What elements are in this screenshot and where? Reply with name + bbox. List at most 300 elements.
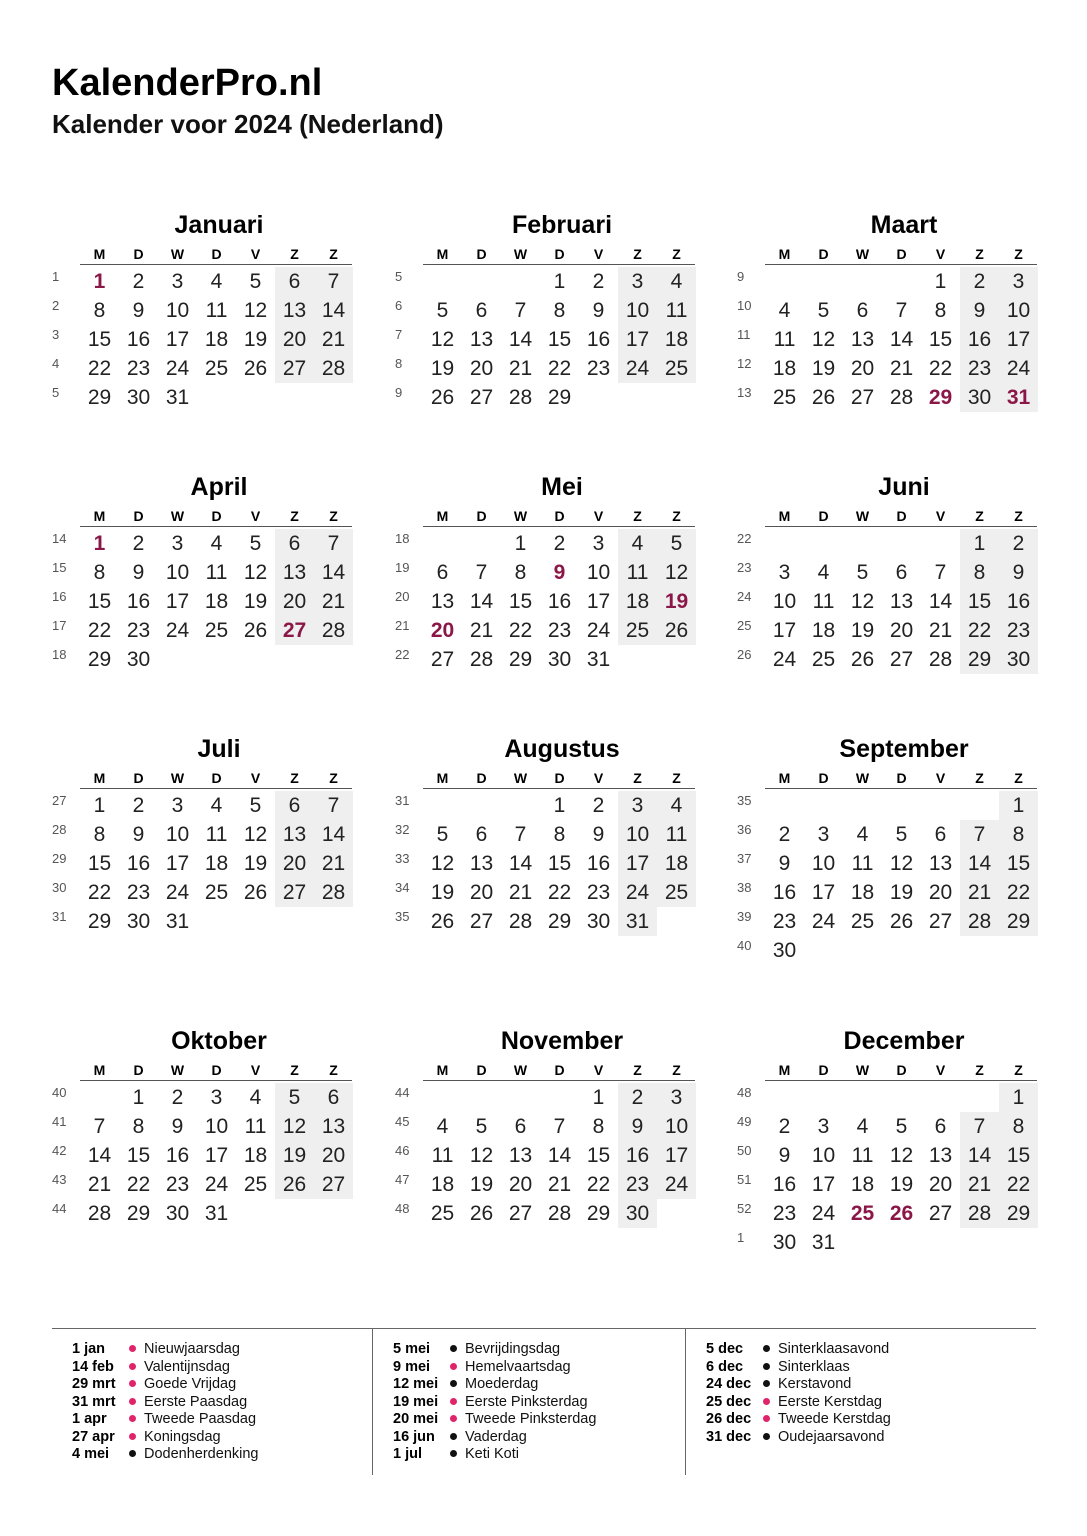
weekday-label: W bbox=[855, 770, 870, 786]
day-cell: 22 bbox=[547, 881, 572, 904]
weekday-label: W bbox=[855, 508, 870, 524]
weekday-label: D bbox=[818, 246, 829, 262]
day-cell: 14 bbox=[314, 558, 353, 587]
week-number: 2 bbox=[52, 298, 60, 313]
day-cell: 21 bbox=[960, 1170, 999, 1199]
weekday-label: M bbox=[436, 1062, 449, 1078]
day-cell: 15 bbox=[999, 849, 1038, 878]
legend-item bbox=[373, 1375, 673, 1393]
weekday-label: M bbox=[778, 246, 791, 262]
day-cell: 22 bbox=[547, 357, 572, 380]
day-cell: 18 bbox=[618, 587, 657, 616]
day-cell: 15 bbox=[999, 1141, 1038, 1170]
day-cell: 20 bbox=[889, 619, 914, 642]
legend-item bbox=[686, 1358, 986, 1376]
day-cell: 28 bbox=[87, 1202, 112, 1225]
day-cell: 30 bbox=[547, 648, 572, 671]
day-cell: 20 bbox=[928, 1173, 953, 1196]
day-cell: 14 bbox=[314, 296, 353, 325]
week-number: 40 bbox=[737, 938, 752, 953]
weekday-label: D bbox=[554, 508, 565, 524]
day-cell: 26 bbox=[243, 357, 268, 380]
day-cell: 30 bbox=[960, 383, 999, 412]
day-cell: 24 bbox=[165, 357, 190, 380]
week-number: 1 bbox=[737, 1230, 745, 1245]
day-cell: 28 bbox=[547, 1202, 572, 1225]
day-cell: 17 bbox=[618, 325, 657, 354]
week-number: 37 bbox=[737, 851, 752, 866]
day-cell: 27 bbox=[469, 386, 494, 409]
day-cell: 20 bbox=[928, 881, 953, 904]
day-cell: 1 bbox=[93, 270, 106, 293]
day-cell: 22 bbox=[508, 619, 533, 642]
day-cell: 17 bbox=[999, 325, 1038, 354]
day-cell: 28 bbox=[469, 648, 494, 671]
month-mei bbox=[395, 472, 695, 674]
weekday-label: D bbox=[896, 246, 907, 262]
day-cell: 13 bbox=[275, 558, 314, 587]
day-cell: 1 bbox=[999, 791, 1038, 820]
month-name: November bbox=[500, 1027, 624, 1055]
day-cell: 7 bbox=[314, 529, 353, 558]
day-cell: 3 bbox=[999, 267, 1038, 296]
day-cell: 10 bbox=[165, 561, 190, 584]
day-cell: 10 bbox=[999, 296, 1038, 325]
day-cell: 18 bbox=[204, 852, 229, 875]
weekday-label: Z bbox=[1014, 1062, 1023, 1078]
day-cell: 3 bbox=[171, 270, 184, 293]
day-cell: 29 bbox=[508, 648, 533, 671]
legend-item bbox=[52, 1375, 352, 1393]
legend-name: Nieuwjaarsdag bbox=[144, 1341, 240, 1357]
day-cell: 17 bbox=[165, 590, 190, 613]
weekday-label: Z bbox=[975, 770, 984, 786]
day-cell: 5 bbox=[436, 299, 449, 322]
legend-date: 14 feb bbox=[72, 1358, 114, 1375]
day-cell: 20 bbox=[508, 1173, 533, 1196]
week-number: 21 bbox=[395, 618, 410, 633]
day-cell: 25 bbox=[850, 910, 875, 933]
legend-name: Tweede Paasdag bbox=[144, 1411, 257, 1427]
day-cell: 4 bbox=[210, 270, 223, 293]
day-cell: 30 bbox=[999, 645, 1038, 674]
weekday-label: Z bbox=[672, 770, 681, 786]
day-cell: 30 bbox=[126, 648, 151, 671]
day-cell: 26 bbox=[243, 619, 268, 642]
bullet-icon bbox=[450, 1345, 457, 1352]
day-cell: 11 bbox=[618, 558, 657, 587]
bullet-icon bbox=[129, 1363, 136, 1370]
day-cell: 30 bbox=[586, 910, 611, 933]
day-cell: 13 bbox=[314, 1112, 353, 1141]
day-cell: 28 bbox=[960, 1199, 999, 1228]
day-cell: 5 bbox=[657, 529, 696, 558]
week-number: 49 bbox=[737, 1114, 752, 1129]
weekday-header bbox=[423, 506, 695, 527]
day-cell: 5 bbox=[249, 794, 262, 817]
week-number: 43 bbox=[52, 1172, 67, 1187]
weekday-header bbox=[423, 244, 695, 265]
weekday-label: M bbox=[436, 770, 449, 786]
day-cell: 17 bbox=[657, 1141, 696, 1170]
legend-name: Sinterklaas bbox=[778, 1358, 850, 1375]
day-cell: 20 bbox=[275, 325, 314, 354]
week-number: 52 bbox=[737, 1201, 752, 1216]
bullet-icon bbox=[129, 1415, 136, 1422]
day-cell: 12 bbox=[850, 590, 875, 613]
week-number: 16 bbox=[52, 589, 67, 604]
legend-item bbox=[373, 1428, 673, 1446]
day-cell: 13 bbox=[889, 590, 914, 613]
day-cell: 27 bbox=[928, 910, 953, 933]
day-cell: 26 bbox=[889, 910, 914, 933]
day-cell: 29 bbox=[960, 645, 999, 674]
week-number: 34 bbox=[395, 880, 410, 895]
weekday-label: D bbox=[554, 1062, 565, 1078]
legend-item bbox=[686, 1410, 986, 1428]
day-cell: 24 bbox=[165, 881, 190, 904]
legend-column bbox=[372, 1329, 673, 1475]
weekday-label: Z bbox=[672, 246, 681, 262]
weekday-label: Z bbox=[672, 1062, 681, 1078]
weekday-label: Z bbox=[975, 508, 984, 524]
month-name: April bbox=[190, 473, 248, 501]
day-cell: 31 bbox=[999, 383, 1038, 412]
weekday-label: W bbox=[513, 246, 528, 262]
day-cell: 23 bbox=[126, 619, 151, 642]
week-number: 31 bbox=[52, 909, 67, 924]
day-cell: 8 bbox=[960, 558, 999, 587]
day-cell: 11 bbox=[851, 1144, 874, 1167]
day-cell: 8 bbox=[592, 1115, 605, 1138]
weekday-label: V bbox=[935, 246, 946, 262]
day-cell: 27 bbox=[430, 648, 455, 671]
weekday-label: W bbox=[513, 770, 528, 786]
day-cell: 30 bbox=[772, 939, 797, 962]
week-number: 22 bbox=[395, 647, 410, 662]
month-name: Januari bbox=[174, 211, 264, 239]
month-augustus bbox=[395, 734, 695, 936]
day-cell: 14 bbox=[960, 1141, 999, 1170]
weekday-label: D bbox=[896, 508, 907, 524]
day-cell: 15 bbox=[586, 1144, 611, 1167]
week-number: 5 bbox=[52, 385, 60, 400]
day-cell: 28 bbox=[508, 910, 533, 933]
day-cell: 3 bbox=[778, 561, 791, 584]
day-cell: 18 bbox=[204, 590, 229, 613]
day-cell: 16 bbox=[165, 1144, 190, 1167]
day-cell: 4 bbox=[817, 561, 830, 584]
day-cell: 23 bbox=[960, 354, 999, 383]
day-cell: 9 bbox=[618, 1112, 657, 1141]
month-name: December bbox=[843, 1027, 965, 1055]
week-number: 14 bbox=[52, 531, 67, 546]
day-cell: 31 bbox=[204, 1202, 229, 1225]
day-cell: 25 bbox=[657, 878, 696, 907]
day-cell: 21 bbox=[314, 587, 353, 616]
legend-item bbox=[52, 1445, 352, 1463]
legend-date: 25 dec bbox=[706, 1393, 752, 1410]
day-cell: 19 bbox=[889, 881, 914, 904]
day-cell: 13 bbox=[469, 328, 494, 351]
day-cell: 7 bbox=[514, 299, 527, 322]
day-cell: 11 bbox=[657, 820, 696, 849]
day-cell: 17 bbox=[165, 852, 190, 875]
legend-item bbox=[686, 1428, 986, 1446]
day-cell: 18 bbox=[657, 849, 696, 878]
bullet-icon bbox=[129, 1345, 136, 1352]
legend-date: 5 mei bbox=[393, 1341, 431, 1357]
day-cell: 28 bbox=[314, 616, 353, 645]
weekday-header bbox=[80, 1060, 352, 1081]
day-cell: 29 bbox=[999, 907, 1038, 936]
day-cell: 9 bbox=[999, 558, 1038, 587]
week-number: 18 bbox=[52, 647, 67, 662]
day-cell: 12 bbox=[243, 561, 268, 584]
legend-column bbox=[52, 1329, 352, 1475]
day-cell: 6 bbox=[275, 267, 314, 296]
weekday-header bbox=[765, 1060, 1037, 1081]
day-cell: 8 bbox=[132, 1115, 145, 1138]
day-cell: 14 bbox=[314, 820, 353, 849]
day-cell: 10 bbox=[618, 820, 657, 849]
month-september bbox=[737, 734, 1037, 965]
day-cell: 5 bbox=[817, 299, 830, 322]
legend-name: Moederdag bbox=[465, 1376, 539, 1392]
bullet-icon bbox=[763, 1345, 770, 1352]
weekday-label: D bbox=[133, 770, 144, 786]
day-cell: 2 bbox=[592, 794, 605, 817]
day-cell: 24 bbox=[657, 1170, 696, 1199]
day-cell: 2 bbox=[132, 794, 145, 817]
day-cell: 25 bbox=[204, 881, 229, 904]
weekday-label: Z bbox=[633, 246, 642, 262]
day-cell: 15 bbox=[126, 1144, 151, 1167]
day-cell: 26 bbox=[469, 1202, 494, 1225]
day-cell: 25 bbox=[430, 1202, 455, 1225]
day-cell: 9 bbox=[132, 823, 145, 846]
day-cell: 20 bbox=[275, 587, 314, 616]
day-cell: 29 bbox=[126, 1202, 151, 1225]
week-number: 17 bbox=[52, 618, 67, 633]
weekday-label: Z bbox=[290, 246, 299, 262]
day-cell: 17 bbox=[165, 328, 190, 351]
day-cell: 18 bbox=[243, 1144, 268, 1167]
month-april bbox=[52, 472, 352, 674]
day-cell: 28 bbox=[889, 386, 914, 409]
day-cell: 4 bbox=[657, 791, 696, 820]
day-cell: 15 bbox=[960, 587, 999, 616]
legend-date: 31 dec bbox=[706, 1428, 752, 1445]
day-cell: 8 bbox=[93, 561, 106, 584]
weekday-label: V bbox=[593, 770, 604, 786]
day-cell: 1 bbox=[132, 1086, 145, 1109]
day-cell: 4 bbox=[618, 529, 657, 558]
day-cell: 4 bbox=[778, 299, 791, 322]
day-cell: 4 bbox=[856, 1115, 869, 1138]
day-cell: 14 bbox=[469, 590, 494, 613]
day-cell: 22 bbox=[87, 881, 112, 904]
weekday-label: W bbox=[170, 508, 185, 524]
legend-date: 26 dec bbox=[706, 1411, 752, 1427]
month-oktober bbox=[52, 1026, 352, 1228]
day-cell: 16 bbox=[772, 881, 797, 904]
legend-name: Vaderdag bbox=[465, 1428, 527, 1445]
weekday-label: Z bbox=[672, 508, 681, 524]
bullet-icon bbox=[129, 1398, 136, 1405]
day-cell: 2 bbox=[778, 1115, 791, 1138]
day-cell: 31 bbox=[165, 386, 190, 409]
weekday-label: D bbox=[211, 770, 222, 786]
week-number: 5 bbox=[395, 269, 403, 284]
day-cell: 29 bbox=[547, 910, 572, 933]
day-cell: 22 bbox=[87, 619, 112, 642]
legend-date: 6 dec bbox=[706, 1358, 744, 1375]
week-number: 11 bbox=[737, 327, 751, 342]
week-number: 12 bbox=[737, 356, 752, 371]
day-cell: 23 bbox=[618, 1170, 657, 1199]
day-cell: 27 bbox=[275, 616, 314, 645]
weekday-label: D bbox=[211, 246, 222, 262]
day-cell: 27 bbox=[850, 386, 875, 409]
day-cell: 26 bbox=[275, 1170, 314, 1199]
week-number: 18 bbox=[395, 531, 410, 546]
weekday-label: V bbox=[593, 508, 604, 524]
week-number: 51 bbox=[737, 1172, 752, 1187]
day-cell: 14 bbox=[508, 328, 533, 351]
weekday-label: M bbox=[436, 508, 449, 524]
weekday-label: M bbox=[93, 770, 106, 786]
bullet-icon bbox=[763, 1415, 770, 1422]
day-cell: 9 bbox=[960, 296, 999, 325]
month-name: Augustus bbox=[504, 735, 620, 763]
day-cell: 3 bbox=[210, 1086, 223, 1109]
week-number: 32 bbox=[395, 822, 410, 837]
day-cell: 26 bbox=[430, 386, 455, 409]
day-cell: 14 bbox=[87, 1144, 112, 1167]
legend-name: Valentijnsdag bbox=[144, 1358, 230, 1375]
day-cell: 15 bbox=[547, 328, 572, 351]
bullet-icon bbox=[763, 1363, 770, 1370]
day-cell: 17 bbox=[772, 619, 797, 642]
weekday-header bbox=[765, 506, 1037, 527]
day-cell: 23 bbox=[586, 357, 611, 380]
weekday-label: W bbox=[170, 246, 185, 262]
site-title: KalenderPro.nl bbox=[52, 62, 323, 104]
day-cell: 7 bbox=[314, 791, 353, 820]
day-cell: 19 bbox=[243, 852, 268, 875]
day-cell: 29 bbox=[928, 386, 953, 409]
week-number: 29 bbox=[52, 851, 67, 866]
legend-date: 1 jul bbox=[393, 1446, 423, 1462]
month-name: Juli bbox=[197, 735, 241, 763]
bullet-icon bbox=[450, 1433, 457, 1440]
day-cell: 26 bbox=[850, 648, 875, 671]
day-cell: 12 bbox=[889, 1144, 914, 1167]
day-cell: 6 bbox=[514, 1115, 527, 1138]
day-cell: 26 bbox=[657, 616, 696, 645]
weekday-label: M bbox=[93, 246, 106, 262]
legend-item bbox=[373, 1393, 673, 1411]
day-cell: 10 bbox=[811, 852, 836, 875]
weekday-label: M bbox=[93, 508, 106, 524]
weekday-label: M bbox=[778, 508, 791, 524]
legend-name: Tweede Pinksterdag bbox=[465, 1411, 597, 1427]
week-number: 9 bbox=[395, 385, 403, 400]
day-cell: 22 bbox=[999, 878, 1038, 907]
day-cell: 12 bbox=[430, 328, 455, 351]
week-number: 40 bbox=[52, 1085, 67, 1100]
legend-name: Eerste Pinksterdag bbox=[465, 1393, 588, 1410]
legend-item bbox=[373, 1340, 673, 1358]
day-cell: 19 bbox=[469, 1173, 494, 1196]
day-cell: 4 bbox=[436, 1115, 449, 1138]
bullet-icon bbox=[763, 1380, 770, 1387]
day-cell: 25 bbox=[618, 616, 657, 645]
day-cell: 8 bbox=[553, 299, 566, 322]
day-cell: 8 bbox=[999, 1112, 1038, 1141]
day-cell: 20 bbox=[275, 849, 314, 878]
day-cell: 6 bbox=[275, 529, 314, 558]
day-cell: 9 bbox=[553, 561, 566, 584]
week-number: 8 bbox=[395, 356, 403, 371]
day-cell: 20 bbox=[850, 357, 875, 380]
bullet-icon bbox=[450, 1450, 457, 1457]
day-cell: 8 bbox=[999, 820, 1038, 849]
day-cell: 9 bbox=[171, 1115, 184, 1138]
day-cell: 23 bbox=[999, 616, 1038, 645]
day-cell: 10 bbox=[586, 561, 611, 584]
weekday-label: V bbox=[250, 1062, 261, 1078]
day-cell: 7 bbox=[514, 823, 527, 846]
day-cell: 25 bbox=[772, 386, 797, 409]
day-cell: 5 bbox=[249, 270, 262, 293]
bullet-icon bbox=[129, 1450, 136, 1457]
day-cell: 10 bbox=[657, 1112, 696, 1141]
day-cell: 4 bbox=[210, 532, 223, 555]
day-cell: 13 bbox=[430, 590, 455, 613]
week-number: 44 bbox=[52, 1201, 67, 1216]
day-cell: 27 bbox=[314, 1170, 353, 1199]
day-cell: 6 bbox=[895, 561, 908, 584]
weekday-label: Z bbox=[290, 1062, 299, 1078]
week-number: 22 bbox=[737, 531, 752, 546]
week-number: 1 bbox=[52, 269, 60, 284]
day-cell: 21 bbox=[314, 325, 353, 354]
legend-date: 1 apr bbox=[72, 1411, 107, 1427]
day-cell: 28 bbox=[508, 386, 533, 409]
week-number: 9 bbox=[737, 269, 745, 284]
legend-date: 1 jan bbox=[72, 1341, 106, 1357]
day-cell: 25 bbox=[204, 357, 229, 380]
day-cell: 6 bbox=[314, 1083, 353, 1112]
day-cell: 16 bbox=[126, 328, 151, 351]
day-cell: 29 bbox=[586, 1202, 611, 1225]
week-number: 33 bbox=[395, 851, 410, 866]
day-cell: 9 bbox=[132, 299, 145, 322]
week-number: 45 bbox=[395, 1114, 410, 1129]
day-cell: 25 bbox=[243, 1173, 268, 1196]
day-cell: 12 bbox=[657, 558, 696, 587]
day-cell: 1 bbox=[93, 794, 106, 817]
day-cell: 3 bbox=[817, 823, 830, 846]
day-cell: 2 bbox=[171, 1086, 184, 1109]
legend-date: 24 dec bbox=[706, 1376, 752, 1392]
week-number: 10 bbox=[737, 298, 752, 313]
day-cell: 11 bbox=[773, 328, 796, 351]
day-cell: 23 bbox=[126, 881, 151, 904]
weekday-label: Z bbox=[329, 770, 338, 786]
